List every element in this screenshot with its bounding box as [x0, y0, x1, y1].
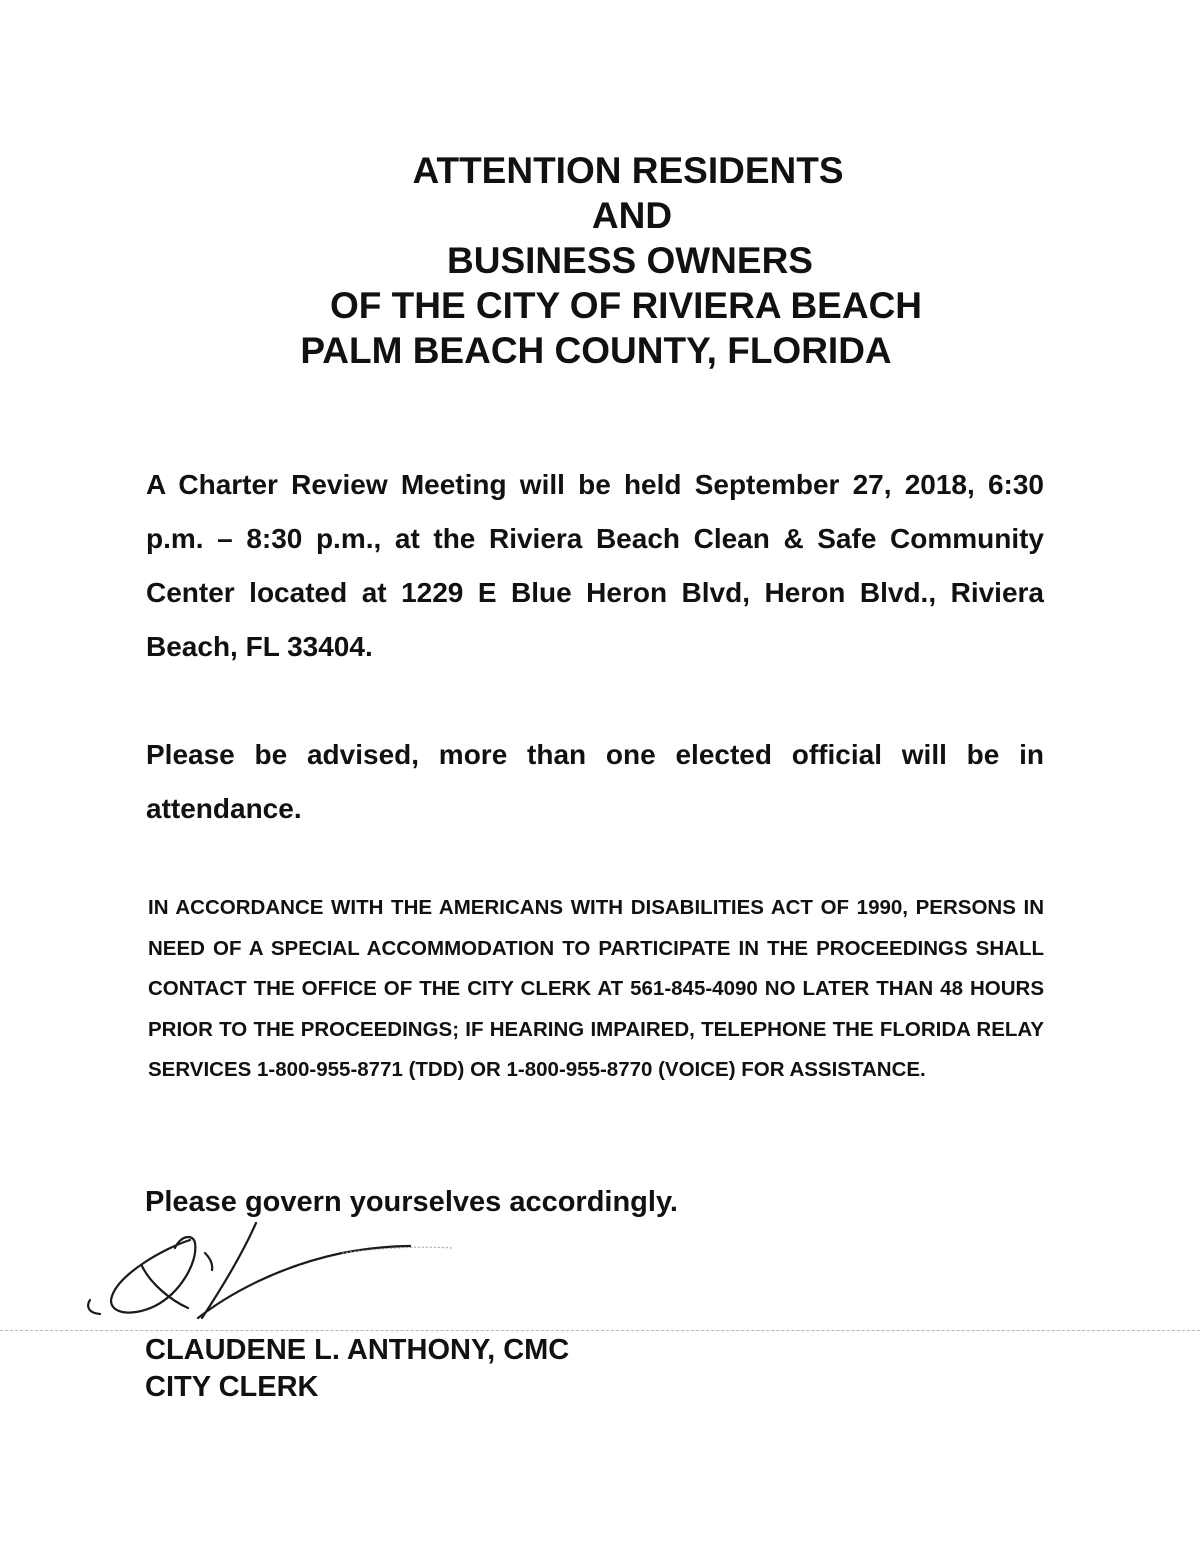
signer-title: CITY CLERK [145, 1371, 319, 1403]
heading-line-county: PALM BEACH COUNTY, FLORIDA [300, 330, 892, 371]
signer-block [145, 1332, 569, 1406]
heading-line-business-owners: BUSINESS OWNERS [447, 240, 813, 281]
heading-line-attention: ATTENTION RESIDENTS [412, 150, 844, 191]
meeting-paragraph: A Charter Review Meeting will be held September 27, 2018, 6:30 p.m. – 8:30 p.m., at the Riviera Beach Clean & Safe Community Center located at 1229 E Blue Heron Blvd, Heron Blvd., Riviera Beach, FL 33404. [146, 469, 1044, 662]
closing-line: Please govern yourselves accordingly. [145, 1186, 678, 1218]
signer-name: CLAUDENE L. ANTHONY, CMC [145, 1334, 570, 1366]
signature-rule [0, 1330, 1200, 1331]
notice-heading [0, 148, 1200, 373]
signature-image [80, 1218, 460, 1328]
advisory-paragraph: Please be advised, more than one elected official will be in attendance. [146, 739, 1044, 824]
heading-line-city: OF THE CITY OF RIVIERA BEACH [329, 285, 923, 326]
ada-notice-paragraph: IN ACCORDANCE WITH THE AMERICANS WITH DISABILITIES ACT OF 1990, PERSONS IN NEED OF A SPECIAL ACCOMMODATION TO PARTICIPATE IN THE PROCEEDINGS SHALL CONTACT THE OFFICE OF THE CITY CLERK AT 561-845-4090 NO LATER THAN 48 HOURS PRIOR TO THE PROCEEDINGS; IF HEARING IMPAIRED, TELEPHONE THE FLORIDA RELAY SERVICES 1-800-955-8771 (TDD) OR 1-800-955-8770 (VOICE) FOR ASSISTANCE. [148, 896, 1044, 1081]
heading-line-and: AND [591, 195, 673, 236]
